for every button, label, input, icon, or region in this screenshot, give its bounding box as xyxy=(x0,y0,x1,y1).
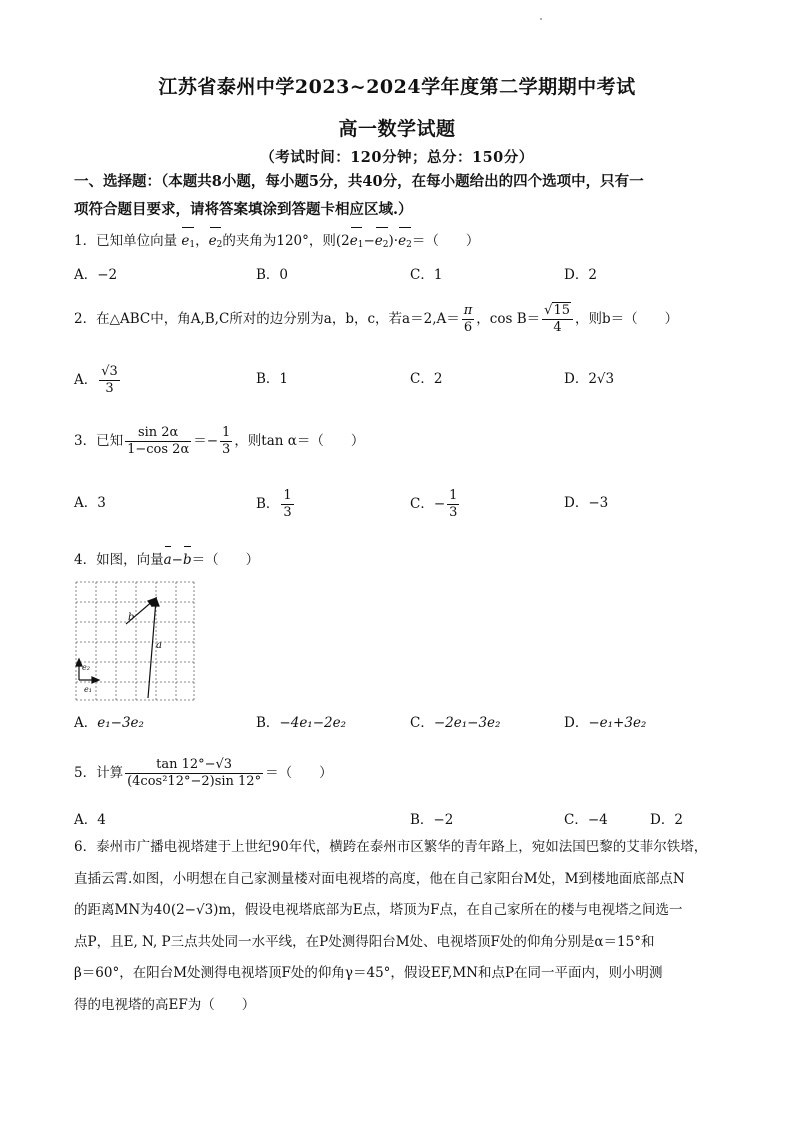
q1-option-c[interactable]: C．1 xyxy=(410,267,443,283)
label-e1: e₁ xyxy=(84,685,92,694)
q1-text-a: 已知单位向量 xyxy=(96,233,178,249)
q2-number: 2． xyxy=(74,311,97,327)
q5-option-c[interactable]: C．−4 xyxy=(564,812,608,828)
q4-option-a[interactable]: A．e₁−3e₂ xyxy=(74,715,144,731)
q6-line: 得的电视塔的高EF为（ ） xyxy=(74,996,256,1013)
q5-fraction: $\frac{\tan 12^\circ-√3}{\text{(4cos²12°−2)sin 12°}}$ xyxy=(127,757,262,789)
q5-number: 5． xyxy=(74,765,97,781)
page-speck xyxy=(540,18,542,20)
q5-option-d[interactable]: D．2 xyxy=(650,812,683,828)
exam-subtitle: 高一数学试题 xyxy=(338,118,456,140)
q5-option-a[interactable]: A．4 xyxy=(74,812,106,828)
q1-expression: $(2e_1-e_2)\cdot e_2$ xyxy=(336,233,412,249)
q2-option-d[interactable]: D．2√3 xyxy=(564,371,615,387)
q1-text-b: 的夹角为120°，则 xyxy=(222,233,336,249)
label-b: b xyxy=(128,612,135,623)
q3-option-b[interactable]: B． $\frac{1}{3}$ xyxy=(256,488,292,520)
question-3 xyxy=(74,425,734,458)
vector-e1: $e_1$ xyxy=(181,226,195,260)
question-1: 1．已知单位向量 $e_1$，$e_2$的夹角为120°，则$(2e_1-e_2)\cdot e_2=$（ ） xyxy=(74,226,734,260)
q3-option-a[interactable]: A．3 xyxy=(74,495,106,511)
q4-option-b[interactable]: B．−4e₁−2e₂ xyxy=(256,715,347,731)
q5-option-b[interactable]: B．−2 xyxy=(410,812,454,828)
q3-fraction: $\frac{\sin 2\alpha}{1-\cos 2\alpha}$ xyxy=(127,425,190,457)
q6-line: β＝60°，在阳台M处测得电视塔顶F处的仰角γ＝45°，假设EF,MN和点P在同一平面内，则小明测 xyxy=(74,965,663,981)
q2-options xyxy=(74,364,734,394)
q2-fraction-cosb: $\frac{√15}{4}$ xyxy=(542,303,573,336)
vector-a-arrow xyxy=(148,600,156,698)
q1-option-a[interactable]: A．−2 xyxy=(74,267,118,283)
q6-line: 6．泰州市广播电视塔建于上世纪90年代，横跨在泰州市区繁华的青年路上，宛如法国巴黎的艾菲尔铁塔， xyxy=(74,839,708,855)
q3-number: 3． xyxy=(74,433,97,449)
q2-text-c: ，则b＝（ ） xyxy=(574,311,679,327)
vector-e2: $e_2$ xyxy=(209,226,223,260)
label-a: a xyxy=(156,640,162,651)
section-heading-line2: 项符合题目要求，请将答案填涂到答题卡相应区域.） xyxy=(74,201,413,218)
q4-options xyxy=(74,708,734,738)
q1-text-c: ＝（ ） xyxy=(411,233,480,249)
q4-grid-figure xyxy=(74,580,198,702)
q2-fraction-pi-6: $\frac{\pi}{6}$ xyxy=(463,303,473,335)
q3-text-a: 已知 xyxy=(96,433,124,449)
section-heading-line1: 一、选择题：（本题共8小题，每小题5分，共40分，在每小题给出的四个选项中，只有一 xyxy=(74,173,644,190)
q3-options xyxy=(74,488,734,518)
q5-text-c: ＝（ ） xyxy=(265,765,333,781)
q3-text-c: ，则tan α＝（ ） xyxy=(234,433,365,449)
q3-text-b: ＝− xyxy=(193,433,219,449)
q4-text: 如图，向量 xyxy=(96,552,164,568)
q2-text-a: 在△ABC中，角A,B,C所对的边分别为a，b，c，若a＝2,A＝ xyxy=(96,311,460,327)
q1-option-d[interactable]: D．2 xyxy=(564,267,597,283)
q5-options xyxy=(74,805,734,835)
q1-number: 1． xyxy=(74,233,97,249)
q6-line: 直插云霄.如图，小明想在自己家测量楼对面电视塔的高度，他在自己家阳台M处，M到楼地面底部点N xyxy=(74,870,685,887)
exam-title: 江苏省泰州中学2023~2024学年度第二学期期中考试 xyxy=(158,76,636,98)
q4-number: 4． xyxy=(74,552,97,568)
q6-line: 点P，且E, N, P三点共处同一水平线，在P处测得阳台M处、电视塔顶F处的仰角分别是α＝15°和 xyxy=(74,933,655,950)
question-6 xyxy=(74,832,724,1021)
label-e2: e₂ xyxy=(82,663,90,672)
q1-option-b[interactable]: B．0 xyxy=(256,267,289,283)
q3-option-d[interactable]: D．−3 xyxy=(564,495,609,511)
q4-text-c: ＝（ ） xyxy=(191,552,260,568)
exam-info: （考试时间：120分钟；总分：150分） xyxy=(260,149,534,166)
question-4: 4．如图，向量a−b＝（ ） xyxy=(74,545,734,575)
question-5 xyxy=(74,757,734,790)
q2-option-c[interactable]: C．2 xyxy=(410,371,443,387)
question-2 xyxy=(74,303,734,336)
q2-option-a[interactable]: A． $\frac{√3}{3}$ xyxy=(74,364,118,396)
q1-options xyxy=(74,260,734,290)
q2-text-b: ，cos B＝ xyxy=(476,311,541,327)
q3-fraction-third: $\frac{1}{3}$ xyxy=(222,425,231,457)
q5-text: 计算 xyxy=(96,765,124,781)
q4-option-c[interactable]: C．−2e₁−3e₂ xyxy=(410,715,501,731)
q3-option-c[interactable]: C．− $\frac{1}{3}$ xyxy=(410,488,458,520)
q2-option-b[interactable]: B．1 xyxy=(256,371,289,387)
q6-line: 的距离MN为40(2−√3)m，假设电视塔底部为E点，塔顶为F点，在自己家所在的楼与电视塔之间选一 xyxy=(74,902,683,918)
q4-option-d[interactable]: D．−e₁+3e₂ xyxy=(564,715,647,731)
